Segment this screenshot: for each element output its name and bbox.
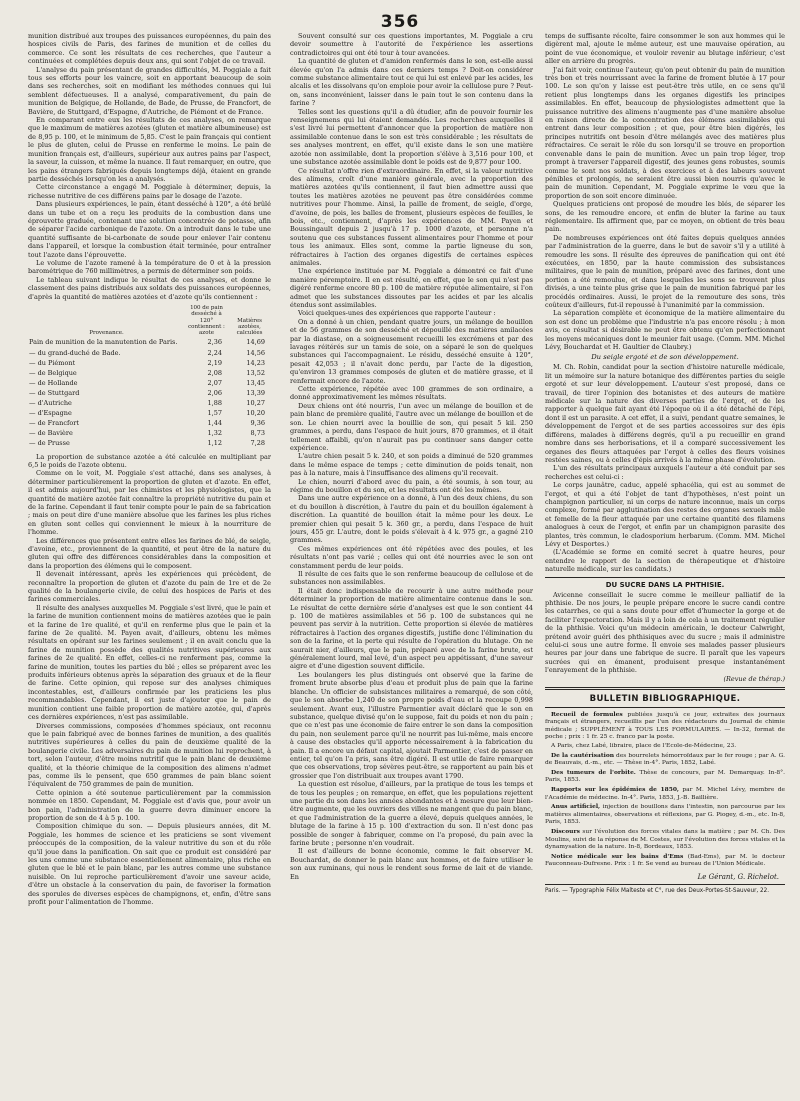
book-entry bbox=[545, 769, 785, 785]
row-label: Pain de munition de la manutention de Paris. bbox=[29, 338, 178, 347]
book-text: par M. Michel Lévy, membre de l'Académie de médecine. In-4°. Paris, 1853, J.-B. Baillière. bbox=[545, 787, 785, 801]
paragraph: (L'Académie se forme en comité secret à quatre heures, pour entendre le rapport de la section de thérapeutique et d'histoire naturelle médicale, sur les candidats.) bbox=[545, 548, 785, 574]
book-title: Des tumeurs de l'orbite. bbox=[551, 768, 636, 776]
azote-cell: 2,07 bbox=[207, 378, 222, 387]
paragraph: Cette opinion a été soutenue particulièrement par la commission nommée en 1850. Cependant, M. Poggiale est d'avis que, pour avoir un bon pain, l'administration de la guerre devra diminuer encore la proportion de son de 4 à 5 p. 100. bbox=[28, 788, 271, 822]
paragraph: Le volume de l'azote ramené à la température de 0 et à la pression barométrique de 760 millimètres, a permis de déterminer son poids. bbox=[28, 258, 271, 276]
paragraph: L'autre chien pesait 5 k. 240, et son poids a diminué de 520 grammes dans le même espace de temps ; cette diminution de poids tenait, non pas à la nature, mais à l'insuffisance des alimens qu'il recevait. bbox=[290, 452, 533, 478]
paragraph: Il résulte de ces faits que le son renferme beaucoup de cellulose et de substances non assimilables. bbox=[290, 570, 533, 587]
row-label: — du grand-duché de Bade. bbox=[29, 348, 121, 357]
row-label: — du Piémont bbox=[29, 358, 76, 367]
row-label: — d'Espagne bbox=[29, 409, 72, 418]
paragraph: Cette expérience, répétée avec 100 grammes de son ordinaire, a donné approximativement les mêmes résultats. bbox=[290, 385, 533, 402]
ergot-section-heading: Du seigle ergoté et de son développement. bbox=[591, 353, 739, 362]
book-title: Notice médicale sur les bains d'Ems bbox=[551, 852, 684, 860]
table-row bbox=[28, 418, 271, 428]
book-text: injection de bouillons dans l'intestin, non parcourue par les matières alimentaires, observations et réflexions, par G. Piogey, d.-m., etc. In-8, Paris, 1853. bbox=[545, 804, 785, 826]
table-row bbox=[28, 368, 271, 378]
paragraph: Dans une autre expérience on a donné, à l'un des deux chiens, du son et du bouillon à discrétion, à l'autre du pain et du bouillon également à discrétion. La quantité de bouillon était la même pour les deux. Le premier chien qui pesait 5 k. 360 gr., a perdu, dans l'espace de huit jours, 455 gr. L'autre, dont le poids s'élevait à 4 k. 975 gr., a gagné 210 grammes. bbox=[290, 494, 533, 545]
book-entry bbox=[545, 786, 785, 802]
paragraph: On a donné à un chien, pendant quatre jours, un mélange de bouillon et de 56 grammes de son desséché et dépouillé des matières amilacées par la diastase, on a soigneusement recueilli les excrémens et par des lavages réitérés sur un tamis de soie, on a séparé le son de quelques substances qui l'accompagnaient. Le résidu, desséché ensuite à 120°, pesait 42,053 ; il n'avait donc perdu, par l'acte de la digestion, qu'environ 13 grammes composés de gluten et de matière grasse, et il renfermait encore de l'azote. bbox=[290, 317, 533, 385]
azote-cell: 2,36 bbox=[207, 338, 222, 347]
book-entry bbox=[545, 803, 785, 827]
azote-cell: 2,08 bbox=[207, 368, 222, 377]
bulletin-divider-lower bbox=[545, 707, 785, 708]
paragraph: Le chien, nourri d'abord avec du pain, a été soumis, à son tour, au régime du bouillon et du son, et les résultats ont été les mêmes. bbox=[290, 477, 533, 494]
matieres-cell: 10,27 bbox=[246, 399, 265, 408]
row-label: — de Bavière bbox=[29, 429, 73, 438]
book-entry bbox=[545, 828, 785, 852]
book-text: A Paris, chez Labé, libraire, place de l'Ecole-de-Médecine, 23. bbox=[551, 743, 737, 750]
azote-cell: 1,32 bbox=[207, 429, 222, 438]
matieres-cell: 9,36 bbox=[250, 419, 265, 428]
column-right bbox=[545, 32, 785, 1090]
matieres-cell: 14,56 bbox=[246, 348, 265, 357]
table-row bbox=[28, 428, 271, 438]
table-row bbox=[28, 358, 271, 368]
bulletin-title: BULLETIN BIBLIOGRAPHIQUE. bbox=[589, 693, 741, 704]
book-text: publiées jusqu'à ce jour, extraites des journaux français et étrangers, recueillis par l'un des rédacteurs du Journal de chimie médicale ; SUPPLÉMENT à TOUS LES FORMULAIRES. — In-32, format de poche ; prix : 1 fr. 25 c. franco par la poste. bbox=[545, 711, 785, 741]
paragraph: Le corps jaunâtre, caduc, appelé sphacélia, qui est au sommet de l'ergot, et qui a été l'objet de tant d'hypothèses, n'est point un champignon particulier, ni un corps de nature inconnue, mais un corps complexe, formé par agglutination des restes des organes sexuels mâle et femelle de la fleur attaquée par une certaine quantité des filamens analogues à ceux de l'ergot, et enfin par un champignon parasite des plantes, très commun, le cladosporium herbarum. (Comm. MM. Michel Lévy et Desportes.) bbox=[545, 481, 785, 548]
page-number: 356 bbox=[380, 12, 420, 32]
azote-cell: 1,44 bbox=[207, 419, 222, 428]
book-text: sur l'évolution des forces vitales dans la matière ; par M. Ch. Des Moulins, suivi de la réponse de M. Costes, sur l'évolution des forces vitales et la dynamysation de la nature. In-8, Bordeaux, 1853. bbox=[545, 828, 785, 851]
table-row bbox=[28, 408, 271, 418]
paragraph: Il résulte des analyses auxquelles M. Poggiale s'est livré, que le pain et la farine de munition contiennent moins de matières azotées que le pain et la farine de 1re qualité, et qu'il en renferme plus que le pain et la farine de 2e qualité. M. Payen avait, d'ailleurs, obtenu les mêmes résultats en opérant sur les farines seulement ; il en avait conclu que la farine de munition possède des qualités nutritives supérieures aux farines de 2e qualité. En effet, celles-ci ne renferment pas, comme la farine de munition, toutes les parties du blé ; elles se préparent avec les produits inférieurs obtenus après la séparation des gruaux et de la fleur de farine. Cette opinion, qui repose sur des analyses chimiques incontestables, est, d'ailleurs confirmée par les praticiens les plus recommandables. Cependant, il est juste d'ajouter que le pain de munition contient une faible proportion de matière azotée, qui, d'après ces dernières expériences, n'est pas assimilable. bbox=[28, 603, 271, 722]
book-title: De la cautérisation bbox=[551, 751, 615, 759]
azote-cell: 2,19 bbox=[207, 358, 222, 367]
row-label: — de Stuttgard bbox=[29, 388, 80, 397]
table-row bbox=[28, 388, 271, 398]
paragraph: Les différences que présentent entre elles les farines de blé, de seigle, d'avoine, etc., proviennent de la quantité, et peut être de la nature du gluten qui offre des différences considérables dans la composition et dans la proportion des élémens qui le composent. bbox=[28, 536, 271, 570]
paragraph: Souvent consulté sur ces questions importantes, M. Poggiale a cru devoir soumettre à l'autorité de l'expérience les assertions contradictoires qui ont été tour à tour avancées. bbox=[290, 32, 533, 57]
paragraph: temps de suffisante récolte, faire consommer le son aux hommes qui le digèrent mal, ajoute le même auteur, est une mauvaise opération, au point de vue économique, et vouloir revenir au blutage inférieur, c'est aller en arrière du progrès. bbox=[545, 32, 785, 66]
paragraph: Composition chimique du son. — Depuis plusieurs années, dit M. Poggiale, les hommes de science et les praticiens se sont vivement préoccupés de la composition, de la valeur nutritive du son et du rôle qu'il joue dans la panification. On sait que ce produit est considéré par les uns comme une substance essentiellement alimentaire, plus riche en gluten que le blé et le pain blanc, par les autres comme une substance nuisible. On lui reproche particulièrement d'avoir une saveur acide, d'être un obstacle à la conservation du pain, de favoriser la formation des sporules de diverses espèces de champignons, et, enfin, d'être sans profit pour l'alimentation de l'homme. bbox=[28, 822, 271, 907]
paragraph: La question est résolue, d'ailleurs, par la pratique de tous les temps et de tous les peuples ; on remarque, en effet, que les populations rejettent une partie du son dans les années abondantes et à mesure que leur bien-être augmente, que les ouvriers des villes ne mangent que du pain blanc, et que l'administration de la guerre a élevé, depuis quelques années, le blutage de la farine à 15 p. 100 d'extraction du son. Il n'est donc pas possible de songer à fabriquer, comme on l'a proposé, du pain avec la farine brute ; personne n'en voudrait. bbox=[290, 780, 533, 847]
table-header-matieres: Matières azotées, calculées bbox=[236, 317, 263, 337]
sucre-section-heading: DU SUCRE DANS LA PHTHISIE. bbox=[605, 580, 725, 589]
paragraph: M. Ch. Robin, candidat pour la section d'histoire naturelle médicale, lit un mémoire sur la nature botanique des différentes parties du seigle ergoté et sur leur développement. L'auteur s'est proposé, dans ce travail, de tirer l'opinion des botanistes et des auteurs de matière médicale sur la nature des diverses parties de l'ergot, et de les rapporter à quelque fait ayant été l'époque où il a été détaché de l'épi, dont il est un parasite. A cet effet, il a suivi, pendant quatre semaines, le développement de l'ergot et de ses parties accessoires sur des épis différens, malades à différens degrés, qu'il a pu recueillir en grand nombre dans ses herborisations, et il a comparé successivement les organes des fleurs attaquées par l'ergot à celles des fleurs voisines restées saines, ou à celles d'épis arrivés à la même phase d'évolution. bbox=[545, 363, 785, 464]
paragraph: Deux chiens ont été nourris, l'un avec un mélange de bouillon et de pain blanc de première qualité, l'autre avec un mélange de bouillon et de son. Le chien nourri avec la bouillie de son, qui pesait 5 kil. 250 grammes, a perdu, dans l'espace de huit jours, 870 grammes, et il était tellement affaibli, qu'on n'aurait pas pu continuer sans danger cette expérience. bbox=[290, 401, 533, 452]
book-entry bbox=[545, 752, 785, 768]
paragraph: En comparant entre eux les résultats de ces analyses, on remarque que le maximum de matières azotées (gluten et matière albumineuse) est de 8,95 p. 100, et le minimum de 5,85. C'est le pain français qui contient le plus de gluten, celui de Prusse en renferme le moins. Le pain de munition français est, d'ailleurs, supérieur aux autres pains par l'aspect, la saveur, la cuisson, et même la nuance. Il faut remarquer, en outre, que les pains étrangers fabriqués depuis longtemps déjà, étaient en grande partie desséchés lorsqu'on les a analysés. bbox=[28, 116, 271, 183]
gerant-signature: Le Gérant, G. Richelot. bbox=[697, 872, 779, 881]
book-title: Discours bbox=[551, 827, 580, 835]
azote-cell: 1,88 bbox=[207, 399, 222, 408]
paragraph: L'analyse du pain présentant de grandes difficultés, M. Poggiale a fait tous ses efforts pour les vaincre, soit en apportant beaucoup de soin dans ses recherches, soit en modifiant les méthodes connues qui lui semblent défectueuses. Il a analysé, comparativement, du pain de munition de Belgique, de Hollande, de Bade, de Prusse, de Francfort, de Bavière, de Stuttgard, d'Espagne, d'Autriche, de Piémont et de France. bbox=[28, 65, 271, 116]
paragraph: La proportion de substance azotée a été calculée en multipliant par 6,5 le poids de l'azote obtenu. bbox=[28, 452, 271, 469]
paragraph: Telles sont les questions qu'il a dû étudier, afin de pouvoir fournir les renseignemens qui lui étaient demandés. Les recherches auxquelles il s'est livré lui permettent d'annoncer que la proportion de matière non assimilable contenue dans le son est très considérable ; les résultats de ses analyses montrent, en effet, qu'il existe dans le son une matière azotée non assimilable, dont la proportion s'élève à 3,516 pour 100, et une substance azotée assimilable dont le poids est de 9,877 pour 100. bbox=[290, 107, 533, 167]
matieres-cell: 13,39 bbox=[246, 388, 265, 397]
table-row bbox=[28, 398, 271, 408]
row-label: — de Belgique bbox=[29, 368, 77, 377]
book-text: Thèse de concours, par M. Demarquay. In-8°. Paris, 1853. bbox=[545, 769, 785, 784]
col1-paras-top bbox=[28, 32, 271, 301]
paragraph: Les boulangers les plus distingués ont observé que la farine de froment brute absorbe plus d'eau et produit plus de pain que la farine blanche. Un officier de subsistances militaires a remarqué, de son côté, que le son absorbe 1,240 de son propre poids d'eau et la recoupe 0,998 seulement. Avant eux, l'illustre Parmentier avait déclaré que le son en substance, quelque divisé qu'on le suppose, fait du poids et non du pain ; que ce n'est pas une économie de faire entrer le son dans la composition du pain, non seulement parce qu'il ne nourrit pas lui-même, mais encore à cause des obstacles qu'il apporte nécessairement à la fabrication du pain. Il a encore un défaut capital, ajoutait Parmentier, c'est de passer en entier, tel qu'on l'a pris, sans être digéré. Il est utile de faire remarquer que ces observations, trop sévères peut-être, se rapportent au pain bis et grossier que l'on distribuait aux troupes avant 1790. bbox=[290, 670, 533, 780]
book-entry bbox=[545, 711, 785, 742]
bibliography-list bbox=[545, 711, 785, 869]
paragraph: Quelques praticiens ont proposé de moudre les blés, de séparer les sons, de les remoudre encore, et enfin de bluter la farine au taux réglementaire. Ils affirment que, par ce moyen, on obtient de très beau pain. bbox=[545, 200, 785, 234]
source-citation: (Revue de thérap.) bbox=[723, 674, 785, 683]
paragraph: La quantité de gluten et d'amidon renfermés dans le son, est-elle aussi élevée qu'on l'a admis dans ces derniers temps ? Doit-on considérer comme substance alimentaire tout ce qui lui est enlevé par les acides, les alcalis et les dissolvans qu'on emploie pour avoir la cellulose pure ? Peut-on, sans inconvénient, laisser dans le pain tout le son contenu dans la farine ? bbox=[290, 57, 533, 108]
column-left bbox=[28, 32, 271, 1090]
paragraph: Il devenait intéressant, après les expériences qui précèdent, de reconnaître la proportion de gluten et d'azote du pain de 1re et de 2e qualité de la boulangerie civile, de celui des hospices de Paris et des farines commerciales. bbox=[28, 570, 271, 604]
table-row bbox=[28, 348, 271, 358]
paragraph: Le tableau suivant indique le résultat de ces analyses, et donne le classement des pains distribués aux soldats des puissances européennes, d'après la quantité de matières azotées et d'azote qu'ils contiennent : bbox=[28, 275, 271, 301]
imprint-divider bbox=[545, 884, 785, 885]
bulletin-divider bbox=[545, 687, 785, 690]
matieres-cell: 10,20 bbox=[246, 409, 265, 418]
paragraph: Ces mêmes expériences ont été répétées avec des poules, et les résultats n'ont pas varié ; celles qui ont été nourries avec le son ont constamment perdu de leur poids. bbox=[290, 544, 533, 570]
paragraph: Dans plusieurs expériences, le pain, étant desséché à 120°, a été brûlé dans un tube et on a reçu les produits de la combustion dans une éprouvette graduée, contenant une solution concentrée de potasse, afin de séparer l'acide carbonique de l'azote. On a introduit dans le tube une quantité suffisante de bi-carbonate de soude pour enlever l'air contenu dans l'appareil, et lorsque la combustion était terminée, pour entraîner tout l'azote dans l'éprouvette. bbox=[28, 200, 271, 259]
paragraph: L'un des résultats principaux auxquels l'auteur a été conduit par ses recherches est celui-ci : bbox=[545, 464, 785, 481]
azote-cell: 2,24 bbox=[207, 348, 222, 357]
paragraph: Comme on le voit, M. Poggiale s'est attaché, dans ses analyses, à déterminer particulièrement la proportion de gluten et d'azote. En effet, il est admis aujourd'hui, par les chimistes et les physiologistes, que la quantité de matière azotée fait connaître la propriété nutritive du pain et de la farine. Cependant il faut tenir compte pour le pain de sa fabrication ; mais on peut dire d'une manière absolue que les farines les plus riches en gluten sont celles qui conviennent le mieux à la nourriture de l'homme. bbox=[28, 469, 271, 537]
azote-cell: 1,57 bbox=[207, 409, 222, 418]
azote-cell: 1,12 bbox=[207, 439, 222, 448]
paragraph: Cette circonstance a engagé M. Poggiale à déterminer, depuis, la richesse nutritive de ces différens pains par le dosage de l'azote. bbox=[28, 183, 271, 200]
paragraph: Il était donc indispensable de recourir à une autre méthode pour déterminer la proportion de matière alimentaire contenue dans le son. Le résultat de cette dernière série d'analyses est que le son contient 44 p. 100 de matières assimilables et 56 p. 100 de substances qui ne peuvent pas servir à la nutrition. Cette proportion si élevée de matières réfractaires à l'action des organes digestifs, justifie donc l'élimination du son de la farine, et la perte qui résulte de l'opération du blutage. On ne saurait nier, d'ailleurs, que le pain, préparé avec de la farine brute, est généralement lourd, mal levé, d'un aspect peu appétissant, d'une saveur aigre et d'une digestion souvent difficile. bbox=[290, 586, 533, 671]
printer-imprint: Paris. — Typographie Félix Malteste et C°, rue des Deux-Portes-St-Sauveur, 22. bbox=[545, 887, 770, 894]
nitrogen-table bbox=[28, 304, 271, 449]
book-title: Recueil de formules bbox=[551, 710, 623, 718]
book-title: Rapports sur les épidémies de 1850, bbox=[551, 786, 679, 793]
paragraph: Ce résultat n'offre rien d'extraordinaire. En effet, si la valeur nutritive des alimens, croît d'une manière générale, avec la proportion des matières azotées qu'ils contiennent, il faut bien admettre aussi que toutes les matières azotées ne peuvent pas être considérées comme nutritives pour l'homme. Ainsi, la paille de froment, de seigle, d'orge, d'avoine, de pois, les balles de froment, plusieurs espèces de feuilles, le bois, etc., contiennent, d'après les expériences de MM. Payen et Boussingault depuis 2 jusqu'à 17 p. 1000 d'azote, et personne n'a soutenu que ces substances fussent alimentaires pour l'homme et pour tous les animaux. Elles sont, comme la partie ligneuse du son, réfractaires à l'action des organes digestifs de certaines espèces animales. bbox=[290, 166, 533, 267]
matieres-cell: 8,73 bbox=[250, 429, 265, 438]
book-entry bbox=[545, 853, 785, 869]
paragraph: De nombreuses expériences ont été faites depuis quelques années par l'administration de la guerre, dans le but de savoir s'il y a utilité à remoudre les sons. Il résulte des épreuves de panification qui ont été exécutées, en 1850, par la haute commission des subsistances militaires, que le pain de munition, préparé avec des farines, dont une portion a été remoulue, et dans lesquelles les sons se trouvent plus divisés, a une teinte plus grise que le pain de munition fabriqué par les procédés ordinaires. Aussi, le projet de la remouture des sons, très coûteux d'ailleurs, fut-il repoussé à l'unanimité par la commission. bbox=[545, 233, 785, 309]
row-label: — d'Autriche bbox=[29, 399, 72, 408]
paragraph: Voici quelques-unes des expériences que rapporte l'auteur : bbox=[298, 309, 496, 318]
matieres-cell: 13,52 bbox=[246, 368, 265, 377]
section-divider bbox=[545, 577, 785, 578]
matieres-cell: 14,69 bbox=[246, 338, 265, 347]
table-row bbox=[28, 438, 271, 448]
row-label: — de Francfort bbox=[29, 419, 79, 428]
col1-paras-bottom bbox=[28, 453, 271, 907]
paragraph: J'ai fait voir, continue l'auteur, qu'on peut obtenir du pain de munition très bon et très nourrissant avec la farine de froment blutée à 17 pour 100. Le son qu'on y laisse est peut-être très utile, en ce sens qu'il retient plus longtemps dans les organes digestifs les principes assimilables. En effet, beaucoup de physiologistes admettent que la puissance nutritive des alimens n'augmente pas d'une manière absolue en raison directe de la concentration des élémens assimilables qui entrent dans leur composition ; et que, pour être bien digérés, les principes nutritifs ont besoin d'être mélangés avec des matières plus réfractaires. Ce serait le rôle du son lorsqu'il se trouve en proportion convenable dans le pain de munition. Avec un pain trop léger, trop prompt à traverser l'appareil digestif, des jeunes gens robustes, soumis comme le sont nos soldats, à des exercices et à des labeurs souvent pénibles et prolongés, ne seraient être aussi bien nourris qu'avec le pain de munition. Cependant, M. Poggiale exprime le vœu que la proportion de son soit encore diminuée. bbox=[545, 65, 785, 200]
book-text: des bourrelets hémorroïdaux par le fer rouge ; par A. G. de Beauvais, d.-m., etc. — Thèse in-4°. Paris, 1852, Labé. bbox=[545, 752, 785, 767]
paragraph: La séparation complète et économique de la matière alimentaire du son est donc un problème que l'industrie n'a pas encore résolu ; à mon avis, ce résultat si désirable ne peut être obtenu qu'en perfectionnant les moyens mécaniques dont le meunier fait usage. (Comm. MM. Michel Lévy, Bouchardat et H. Gaultier de Claubry.) bbox=[545, 309, 785, 352]
paragraph: Il est d'ailleurs de bonne économie, comme le fait observer M. Bouchardat, de donner le pain blanc aux hommes, et de faire utiliser le son aux ruminans, qui nous le rendent sous forme de lait et de viande. En bbox=[290, 847, 533, 881]
paragraph: Avicenne conseillait le sucre comme le meilleur palliatif de la phthisie. De nos jours, le peuple prépare encore le sucre candi contre les catarrhes, ce qui a sans doute pour effet d'humecter la gorge et de faciliter l'expectoration. Mais il y a loin de cela à un traitement régulier de la phthisie. Voici qu'un médecin américain, le docteur Calwright, prétend avoir guéri des phthisiques avec du sucre ; mais il administre celui-ci sous une autre forme. Il envoie ses malades passer plusieurs heures par jour dans une fabrique de sucre. Il paraît que les vapeurs sucrées qui en émanent, produisent presque instantanément l'enrayement de la phthisie. bbox=[545, 590, 785, 675]
matieres-cell: 14,23 bbox=[246, 358, 265, 367]
paragraph: munition distribué aux troupes des puissances européennes, du pain des hospices civils de Paris, des farines de munition et de celles du commerce. Ce sont les résultats de ces recherches, que l'auteur a continuées et complétées depuis deux ans, qui sont l'objet de ce travail. bbox=[28, 32, 271, 66]
table-row bbox=[28, 378, 271, 388]
table-row bbox=[28, 337, 271, 347]
table-header-azote: 100 de pain desséché à 120° contiennent : azote bbox=[188, 305, 225, 337]
column-middle bbox=[290, 32, 533, 1090]
azote-cell: 2,06 bbox=[207, 388, 222, 397]
row-label: — de Hollande bbox=[29, 378, 78, 387]
book-text: (Bad-Ems), par M. le docteur Fauconneau-Dufresne. Prix : 1 fr. Se vend au bureau de l'Union Médicale. bbox=[545, 853, 785, 868]
book-title: Anus artificiel, bbox=[551, 803, 601, 811]
row-label: — de Prusse bbox=[29, 439, 70, 448]
paragraph: Diverses commissions, composées d'hommes spéciaux, ont reconnu que le pain fabriqué avec de bonnes farines de munition, a des qualités nutritives supérieures à celles du pain de deuxième qualité de la boulangerie civile. Les adversaires du pain de munition lui reprochent, à tort, selon l'auteur, d'être moins nutritif que le pain blanc de deuxième qualité, et la théorie chimique de la composition des alimens n'admet pas, comme ils le pensent, que 650 grammes de pain blanc soient l'équivalent de 750 grammes de pain de munition. bbox=[28, 721, 271, 789]
paragraph: Une expérience instituée par M. Poggiale a démontré ce fait d'une manière péremptoire. Il en est résulté, en effet, que le son qui n'est pas digéré renferme encore 80 p. 100 de matière réputée alimentaire, si l'on admet que les substances dissoutes par les acides et par les alcalis étendus sont assimilables. bbox=[290, 267, 533, 309]
matieres-cell: 7,28 bbox=[250, 439, 265, 448]
matieres-cell: 13,45 bbox=[246, 378, 265, 387]
book-entry bbox=[545, 743, 785, 751]
table-header-provenance: Provenance. bbox=[89, 330, 124, 337]
